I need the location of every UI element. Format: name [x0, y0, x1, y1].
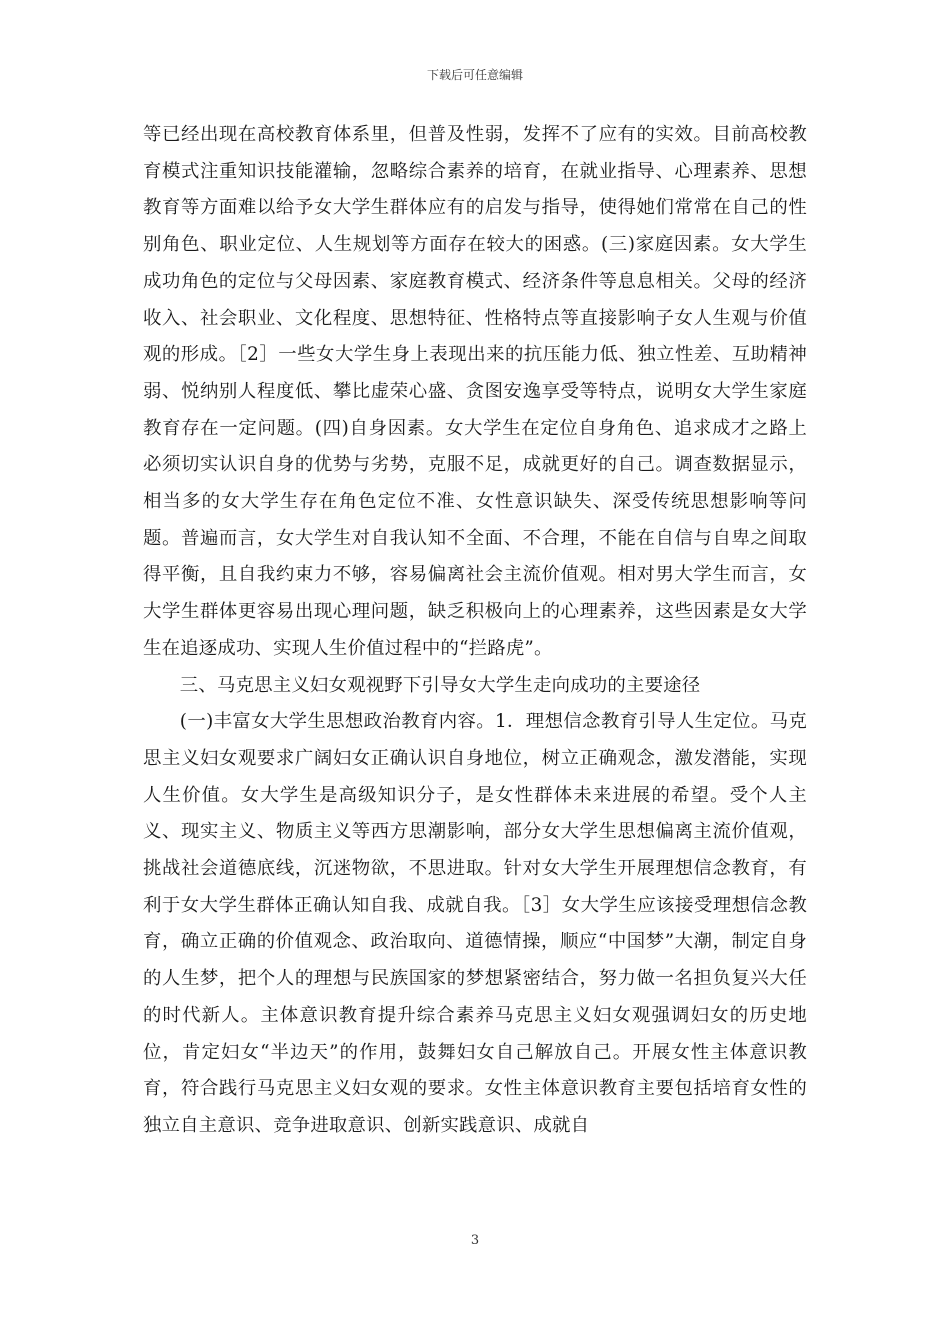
section-heading: 三、马克思主义妇女观视野下引导女大学生走向成功的主要途径 — [179, 674, 701, 696]
page-number: 3 — [470, 1233, 480, 1248]
paragraph-continuation: 等已经出现在高校教育体系里，但普及性弱，发挥不了应有的实效。目前高校教育模式注重知识技能灌输，忽略综合素养的培育，在就业指导、心理素养、思想教育等方面难以给予女大学生群体应有的启发与指导，使得她们常常在自己的性别角色、职业定位、人生规划等方面存在较大的困惑。(三)家庭因素。女大学生成功角色的定位与父母因素、家庭教育模式、经济条件等息息相关。父母的经济收入、社会职业、文化程度、思想特征、性格特点等直接影响子女人生观与价值观的形成。［2］一些女大学生身上表现出来的抗压能力低、独立性差、互助精神弱、悦纳别人程度低、攀比虚荣心盛、贪图安逸享受等特点，说明女大学生家庭教育存在一定问题。(四)自身因素。女大学生在定位自身角色、追求成才之路上必须切实认识自身的优势与劣势，克服不足，成就更好的自己。调查数据显示，相当多的女大学生存在角色定位不准、女性意识缺失、深受传统思想影响等问题。普遍而言，女大学生对自我认知不全面、不合理，不能在自信与自卑之间取得平衡，且自我约束力不够，容易偏离社会主流价值观。相对男大学生而言，女大学生群体更容易出现心理问题，缺乏积极向上的心理素养，这些因素是女大学生在追逐成功、实现人生价值过程中的“拦路虎”。 — [143, 124, 807, 659]
document-body — [143, 117, 807, 1145]
paragraph: (一)丰富女大学生思想政治教育内容。1．理想信念教育引导人生定位。马克思主义妇女观要求广阔妇女正确认识自身地位，树立正确观念，激发潜能，实现人生价值。女大学生是高级知识分子，是女性群体未来进展的希望。受个人主义、现实主义、物质主义等西方思潮影响，部分女大学生思想偏离主流价值观，挑战社会道德底线，沉迷物欲，不思进取。针对女大学生开展理想信念教育，有利于女大学生群体正确认知自我、成就自我。［3］女大学生应该接受理想信念教育，确立正确的价值观念、政治取向、道德情操，顺应“中国梦”大潮，制定自身的人生梦，把个人的理想与民族国家的梦想紧密结合，努力做一名担负复兴大任的时代新人。主体意识教育提升综合素养马克思主义妇女观强调妇女的历史地位，肯定妇女“半边天”的作用，鼓舞妇女自己解放自己。开展女性主体意识教育，符合践行马克思主义妇女观的要求。女性主体意识教育主要包括培育女性的独立自主意识、竞争进取意识、创新实践意识、成就自 — [143, 711, 807, 1136]
page-header: 下载后可任意编辑 — [426, 68, 523, 82]
